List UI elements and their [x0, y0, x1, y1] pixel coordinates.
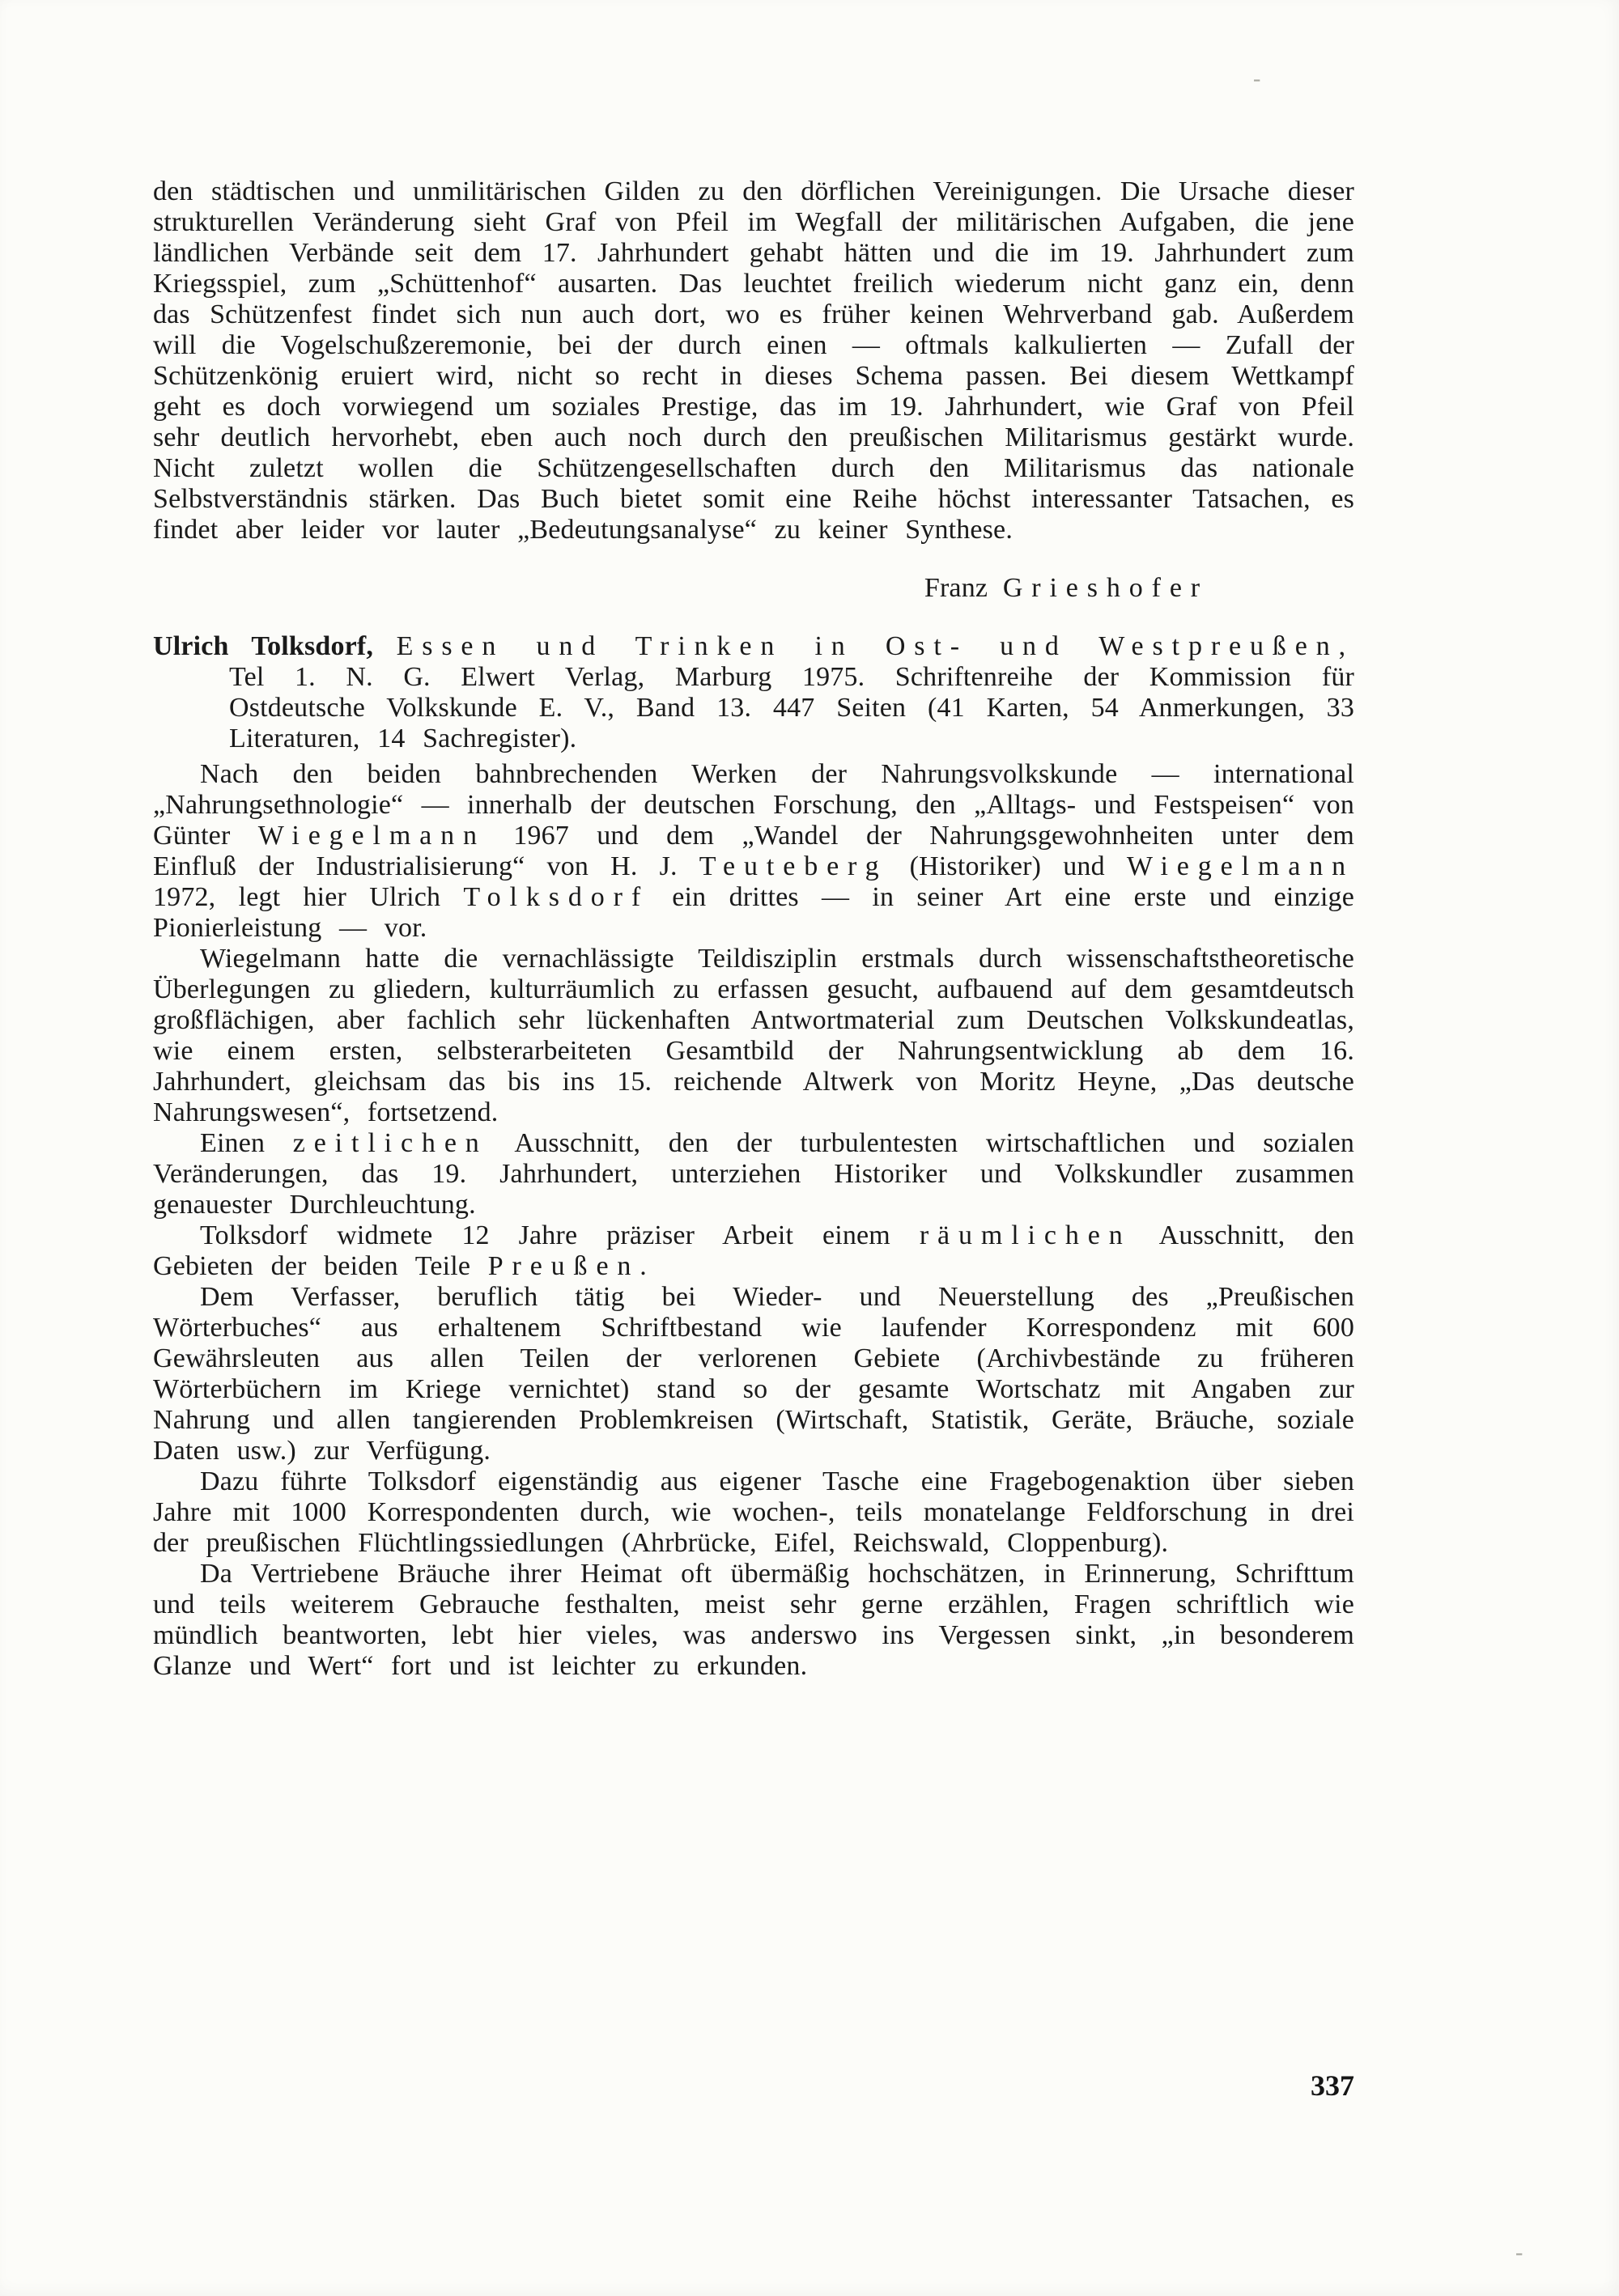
review-tolksdorf [153, 631, 1354, 1682]
text-segment: Wiegelmann hatte die vernachlässigte Teildisziplin erstmals durch wissenschaftstheoretische Überlegungen zu gliedern, kulturräumlich zu erfassen gesucht, aufbauend auf dem gesamtdeutsch großflächigen, aber fachlich sehr lückenhaften Antwortmaterial zum Deutschen Volkskundeatlas, wie einem ersten, selbsterarbeiteten Gesamtbild der Nahrungsentwicklung ab dem 16. Jahrhundert, gleichsam das bis ins 15. reichende Altwerk von Moritz Heyne, „Das deutsche Nahrungswesen“, fortsetzend. [153, 944, 1354, 1127]
text-segment: Einen [200, 1128, 293, 1158]
review-body-paragraph [153, 759, 1354, 944]
text-segment: Dem Verfasser, beruflich tätig bei Wieder- und Neuerstellung des „Preußischen Wörterbuches“ aus erhaltenem Schriftbestand wie laufender Korrespondenz mit 600 Gewährsleuten aus allen Teilen der verlorenen Gebiete (Archivbestände zu früheren Wörterbüchern im Kriege vernichtet) stand so der gesamte Wortschatz mit Angaben zur Nahrung und allen tangierenden Problemkreisen (Wirtschaft, Statistik, Geräte, Bräuche, soziale Daten usw.) zur Verfügung. [153, 1282, 1354, 1466]
review-text: den städtischen und unmilitärischen Gilden zu den dörflichen Vereinigungen. Die Ursache dieser strukturellen Veränderung sieht Graf von Pfeil im Wegfall der militärischen Aufgaben, die jene ländlichen Verbände seit dem 17. Jahrhundert gehabt hätten und die im 19. Jahrhundert zum Kriegsspiel, zum „Schüttenhof“ ausarten. Das leuchtet freilich wiederum nicht ganz ein, denn das Schützenfest findet sich nun auch dort, wo es früher keinen Wehrverband gab. Außerdem will die Vogelschußzeremonie, bei der durch einen — oftmals kalkulierten — Zufall der Schützenkönig eruiert wird, nicht so recht in dieses Schema passen. Bei diesem Wettkampf geht es doch vorwiegend um soziales Prestige, das im 19. Jahrhundert, wie Graf von Pfeil sehr deutlich hervorhebt, eben auch noch durch den preußischen Militarismus gestärkt wurde. Nicht zuletzt wollen die Schützengesellschaften durch den Militarismus das nationale Selbstverständnis stärken. Das Buch bietet somit eine Reihe höchst interessanter Tatsachen, es findet aber leider vor lauter „Bedeutungsanalyse“ zu keiner Synthese. [153, 176, 1354, 545]
text-segment: Da Vertriebene Bräuche ihrer Heimat oft übermäßig hochschätzen, in Erinnerung, Schrifttum und teils weiterem Gebrauche festhalten, meist sehr gerne erzählen, Fragen schriftlich wie mündlich beantworten, lebt hier vieles, was anderswo ins Vergessen sinkt, „in besonderem Glanze und Wert“ fort und ist leichter zu erkunden. [153, 1559, 1354, 1681]
spaced-emphasis: räumlichen [919, 1220, 1132, 1250]
review-body-paragraph [153, 1466, 1354, 1559]
text-segment: Nach den beiden bahnbrechenden Werken der Nahrungsvolkskunde — international „Nahrungsethnologie“ — innerhalb der deutschen Forschung, den „Alltags- und Festspeisen“ von Günter [153, 759, 1354, 851]
reviewer-first-name: Franz [924, 573, 988, 603]
reviewer-last-name: Grieshofer [1002, 573, 1209, 603]
review-body-paragraph [153, 1128, 1354, 1220]
review-body-paragraph [153, 1559, 1354, 1682]
review-paragraph [153, 176, 1354, 545]
text-segment: 1972, legt hier Ulrich [153, 882, 464, 912]
scan-artifact-bottom: - [1515, 2240, 1523, 2265]
spaced-name: Wiegelmann [257, 821, 486, 851]
review-grieshofer-continuation [153, 176, 1354, 604]
text-segment: 1967 und dem „Wandel der Nahrungsgewohnheiten unter dem Einfluß der Industrialisierung“ von H. J. [153, 821, 1354, 881]
text-segment: Ausschnitt, den der turbulentesten wirtschaftlichen und sozialen Veränderungen, das 19. Jahrhundert, unterziehen Historiker und Volkskundler zusammen genauester Durchleuchtung. [153, 1128, 1354, 1220]
spaced-name: Tolksdorf [463, 882, 650, 912]
text-segment: ein drittes — in seiner Art eine erste und einzige Pionierleistung — vor. [153, 882, 1354, 943]
text-block [153, 176, 1354, 1682]
review-body-paragraph [153, 1282, 1354, 1466]
spaced-name: Teuteberg [699, 851, 888, 881]
scan-artifact-top: - [1253, 66, 1261, 91]
review-heading-author: Ulrich Tolksdorf, [153, 631, 397, 661]
reviewer-signature [153, 573, 1354, 604]
spaced-name: Wiegelmann [1126, 851, 1354, 881]
spaced-emphasis: Preußen [487, 1251, 640, 1281]
spaced-emphasis: zeitlichen [292, 1128, 488, 1158]
review-body-paragraph [153, 1220, 1354, 1282]
page-number: 337 [1311, 2069, 1354, 2102]
review-heading-book-title: Essen und Trinken in Ost- und Westpreußen, [396, 631, 1354, 661]
review-body-paragraph [153, 944, 1354, 1128]
text-segment: Tolksdorf widmete 12 Jahre präziser Arbeit einem [200, 1220, 920, 1250]
text-segment: Dazu führte Tolksdorf eigenständig aus eigener Tasche eine Fragebogenaktion über sieben Jahre mit 1000 Korrespondenten durch, wie wochen-, teils monatelange Feldforschung in drei der preußischen Flüchtlingssiedlungen (Ahrbrücke, Eifel, Reichswald, Cloppenburg). [153, 1466, 1354, 1558]
text-segment: . [640, 1251, 647, 1281]
text-segment: Ausschnitt, den Gebieten der beiden Teile [153, 1220, 1354, 1281]
text-segment: (Historiker) und [887, 851, 1127, 881]
review-heading [153, 631, 1354, 754]
review-heading-publication-details: Tel 1. N. G. Elwert Verlag, Marburg 1975. Schriftenreihe der Kommission für Ostdeutsche Volkskunde E. V., Band 13. 447 Seiten (41 Karten, 54 Anmerkungen, 33 Literaturen, 14 Sachregister). [229, 662, 1354, 753]
